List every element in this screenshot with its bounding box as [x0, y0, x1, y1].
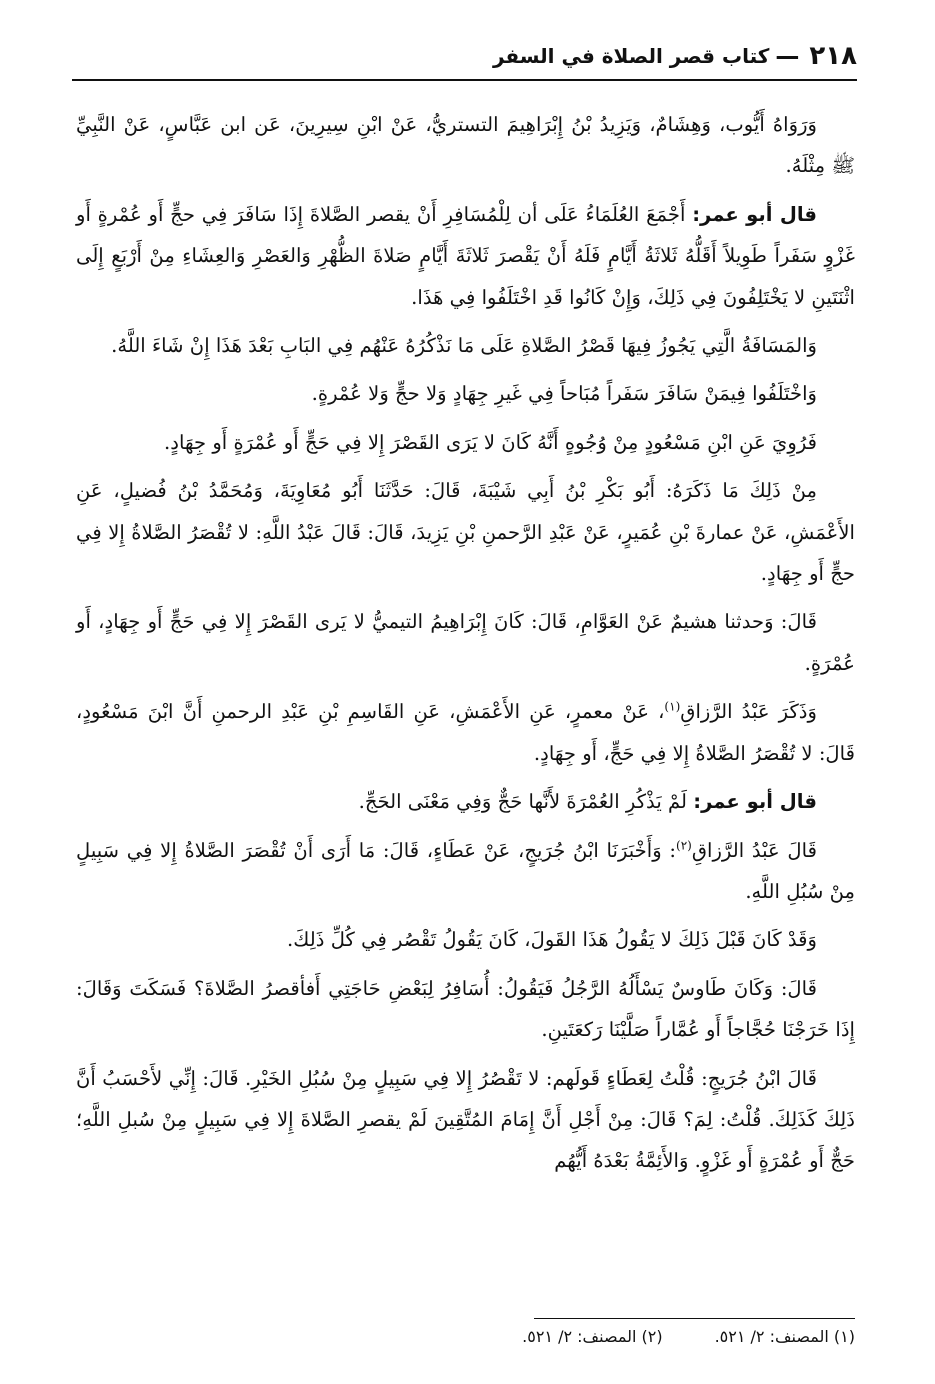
book-title: كتاب قصر الصلاة في السفر — [492, 44, 770, 68]
paragraph — [76, 422, 855, 463]
paragraph-text: مِنْ ذَلِكَ مَا ذَكَرَهُ: أَبُو بَكْرِ بْنُ أَبِي شَيْبَةَ، قَالَ: حَدَّثَنَا أَبُو مُعَاوِيَةَ، وَمُحَمَّدُ بْنُ فُضيلٍ، عَنِ الأَعْمَشِ، عَنْ عمارةَ بْنِ عُمَيرٍ، عَنْ عَبْدِ الرَّحمنِ بْنِ يَزِيدَ، قَالَ: قَالَ عَبْدُ اللَّهِ: لا تُقْصَرُ الصَّلاةُ إِلا فِي حجٍّ أَو جِهَادٍ. — [76, 479, 855, 586]
speaker-label: قال أبو عمر: — [692, 202, 818, 226]
paragraph — [76, 919, 855, 960]
footnote-rule — [534, 1318, 855, 1319]
paragraph-text: وَالمَسَافَةُ الَّتِي يَجُوزُ فِيهَا قَصْرُ الصَّلاةِ عَلَى مَا نَذْكُرُهُ عَنْهُم فِي البَابِ بَعْدَ هَذَا إِنْ شَاءَ اللَّهُ. — [111, 334, 817, 358]
paragraph-text: ، عَنْ معمرٍ، عَنِ الأَعْمَشِ، عَنِ القَاسِمِ بْنِ عَبْدِ الرحمنِ أَنَّ ابْنَ مَسْعُودٍ، قَالَ: لا تُقْصَرُ الصَّلاةُ إِلا فِي حَجٍّ، أَو جِهَادٍ. — [76, 700, 855, 765]
footnote: (٢) المصنف: ٢/ ٥٢١. — [522, 1327, 663, 1346]
page-number: ٢١٨ — [809, 41, 857, 71]
paragraph-text: قَالَ: وَحدثنا هشيمٌ عَنْ العَوَّامِ، قَالَ: كَانَ إِبْرَاهِيمُ التيميُّ لا يَرى القَصْرَ إِلا فِي حَجٍّ أَو جِهَادٍ، أَو عُمْرَةٍ. — [76, 610, 855, 675]
paragraph — [76, 781, 855, 822]
paragraph — [76, 968, 855, 1051]
main-text — [76, 104, 855, 1189]
paragraph — [76, 325, 855, 366]
paragraph-text: : وَأَخْبَرَنَا ابْنُ جُرَيجٍ، عَنْ عَطَاءٍ، قَالَ: مَا أَرَى أَنْ تُقْصَرَ الصَّلاةُ إِلا فِي سَبِيلٍ مِنْ سُبُلِ اللَّهِ. — [76, 838, 855, 903]
footnote: (١) المصنف: ٢/ ٥٢١. — [714, 1327, 855, 1346]
paragraph — [76, 601, 855, 684]
footnote-ref: (٢) — [676, 837, 692, 852]
header-separator: — — [775, 42, 800, 70]
paragraph-text: فَرُوِيَ عَنِ ابْنِ مَسْعُودٍ مِنْ وُجُوهٍ أَنَّهُ كَانَ لا يَرَى القَصْرَ إِلا فِي حَجٍّ أَو عُمْرَةٍ أَو جِهَادٍ. — [164, 430, 817, 454]
paragraph-text: قَالَ: وَكَانَ طَاوسٌ يَسْأَلُهُ الرَّجُلُ فَيَقُولُ: أُسَافِرُ لِبَعْضِ حَاجَتِي أَفأقصرُ الصَّلاةَ؟ فَسَكَتَ وَقَالَ: إِذَا خَرَجْنَا حُجَّاجاً أَو عُمَّاراً صَلَّيْنَا رَكعَتَينِ. — [76, 976, 855, 1042]
paragraph — [76, 830, 855, 913]
paragraph — [76, 194, 855, 318]
footnotes — [76, 1322, 855, 1352]
paragraph — [76, 691, 855, 774]
speaker-label: قال أبو عمر: — [693, 790, 817, 814]
paragraph-text: وَذَكَرَ عَبْدُ الرَّزاقِ — [680, 700, 817, 724]
paragraph — [76, 104, 855, 187]
paragraph — [76, 1058, 855, 1182]
paragraph-text: وَقَدْ كَانَ قَبْلَ ذَلِكَ لا يَقُولُ هَذَا القَولَ، كَانَ يَقُولُ تَقْصُر فِي كُلِّ ذَلِكَ. — [287, 928, 817, 952]
paragraph — [76, 470, 855, 594]
paragraph-text: قَالَ عَبْدُ الرَّزاقِ — [691, 838, 817, 862]
paragraph-text: وَرَوَاهُ أَيُّوب، وَهِشَامٌ، وَيَزِيدُ بْنُ إِبْرَاهِيمَ التستريُّ، عَنْ ابْنِ سِيرِينَ، عَن ابن عَبَّاسٍ، عَنْ النَّبِيِّ ﷺ مِثْلَهُ. — [76, 113, 855, 178]
header-rule — [72, 79, 857, 81]
running-header — [72, 36, 857, 76]
paragraph-text: وَاخْتَلَفُوا فِيمَنْ سَافَرَ سَفَراً مُبَاحاً فِي غَيرِ جِهَادٍ وَلا حجٍّ وَلا عُمْرةٍ. — [311, 382, 817, 406]
paragraph-text: أَجْمَعَ العُلَمَاءُ عَلَى أن لِلْمُسَافِرِ أَنْ يقصر الصَّلاةَ إِذَا سَافَرَ فِي حجٍّ أَو عُمْرةٍ أَو غَزْوٍ سَفَراً طَوِيلاً أَقَلُّهُ ثَلاثَةُ أَيَّامٍ فَلَهُ أَنْ يَقْصرَ ثَلاثَةَ أَيَّامٍ صَلاةَ الظُّهْرِ وَالعَصْرِ وَالعِشَاءِ مِنْ أَرْبَعٍ إِلَى اثْنَتَينِ لا يَخْتَلِفُونَ فِي ذَلِكَ، وَإِنْ كَانُوا قَدِ اخْتَلَفُوا فِي هَذَا. — [76, 202, 855, 309]
paragraph-text: لَمْ يَذْكُرِ العُمْرَةَ لأَنَّها حَجٌّ وَفِي مَعْنَى الحَجِّ. — [358, 790, 688, 814]
footnote-ref: (١) — [664, 699, 681, 714]
paragraph-text: قَالَ ابْنُ جُرَيجٍ: قُلْتُ لِعَطَاءٍ قَولَهم: لا تَقْصُرُ إِلا فِي سَبِيلٍ مِنْ سُبُلِ الخَيْرِ. قَالَ: إِنِّي لأَحْسَبُ أَنَّ ذَلِكَ كَذَلِكَ. قُلْتُ: لِمَ؟ قَالَ: مِنْ أَجْلِ أَنَّ إِمَامَ المُتَّقِينَ لَمْ يقصرِ الصَّلاةَ إِلا فِي سَبِيلٍ مِنْ سُبلِ اللَّهِ؛ حَجٌّ أَو عُمْرَةٍ أَو غَزْوٍ. وَالأَئِمَّةُ بَعْدَهُ أَيُّهُم — [76, 1066, 855, 1173]
paragraph — [76, 373, 855, 414]
